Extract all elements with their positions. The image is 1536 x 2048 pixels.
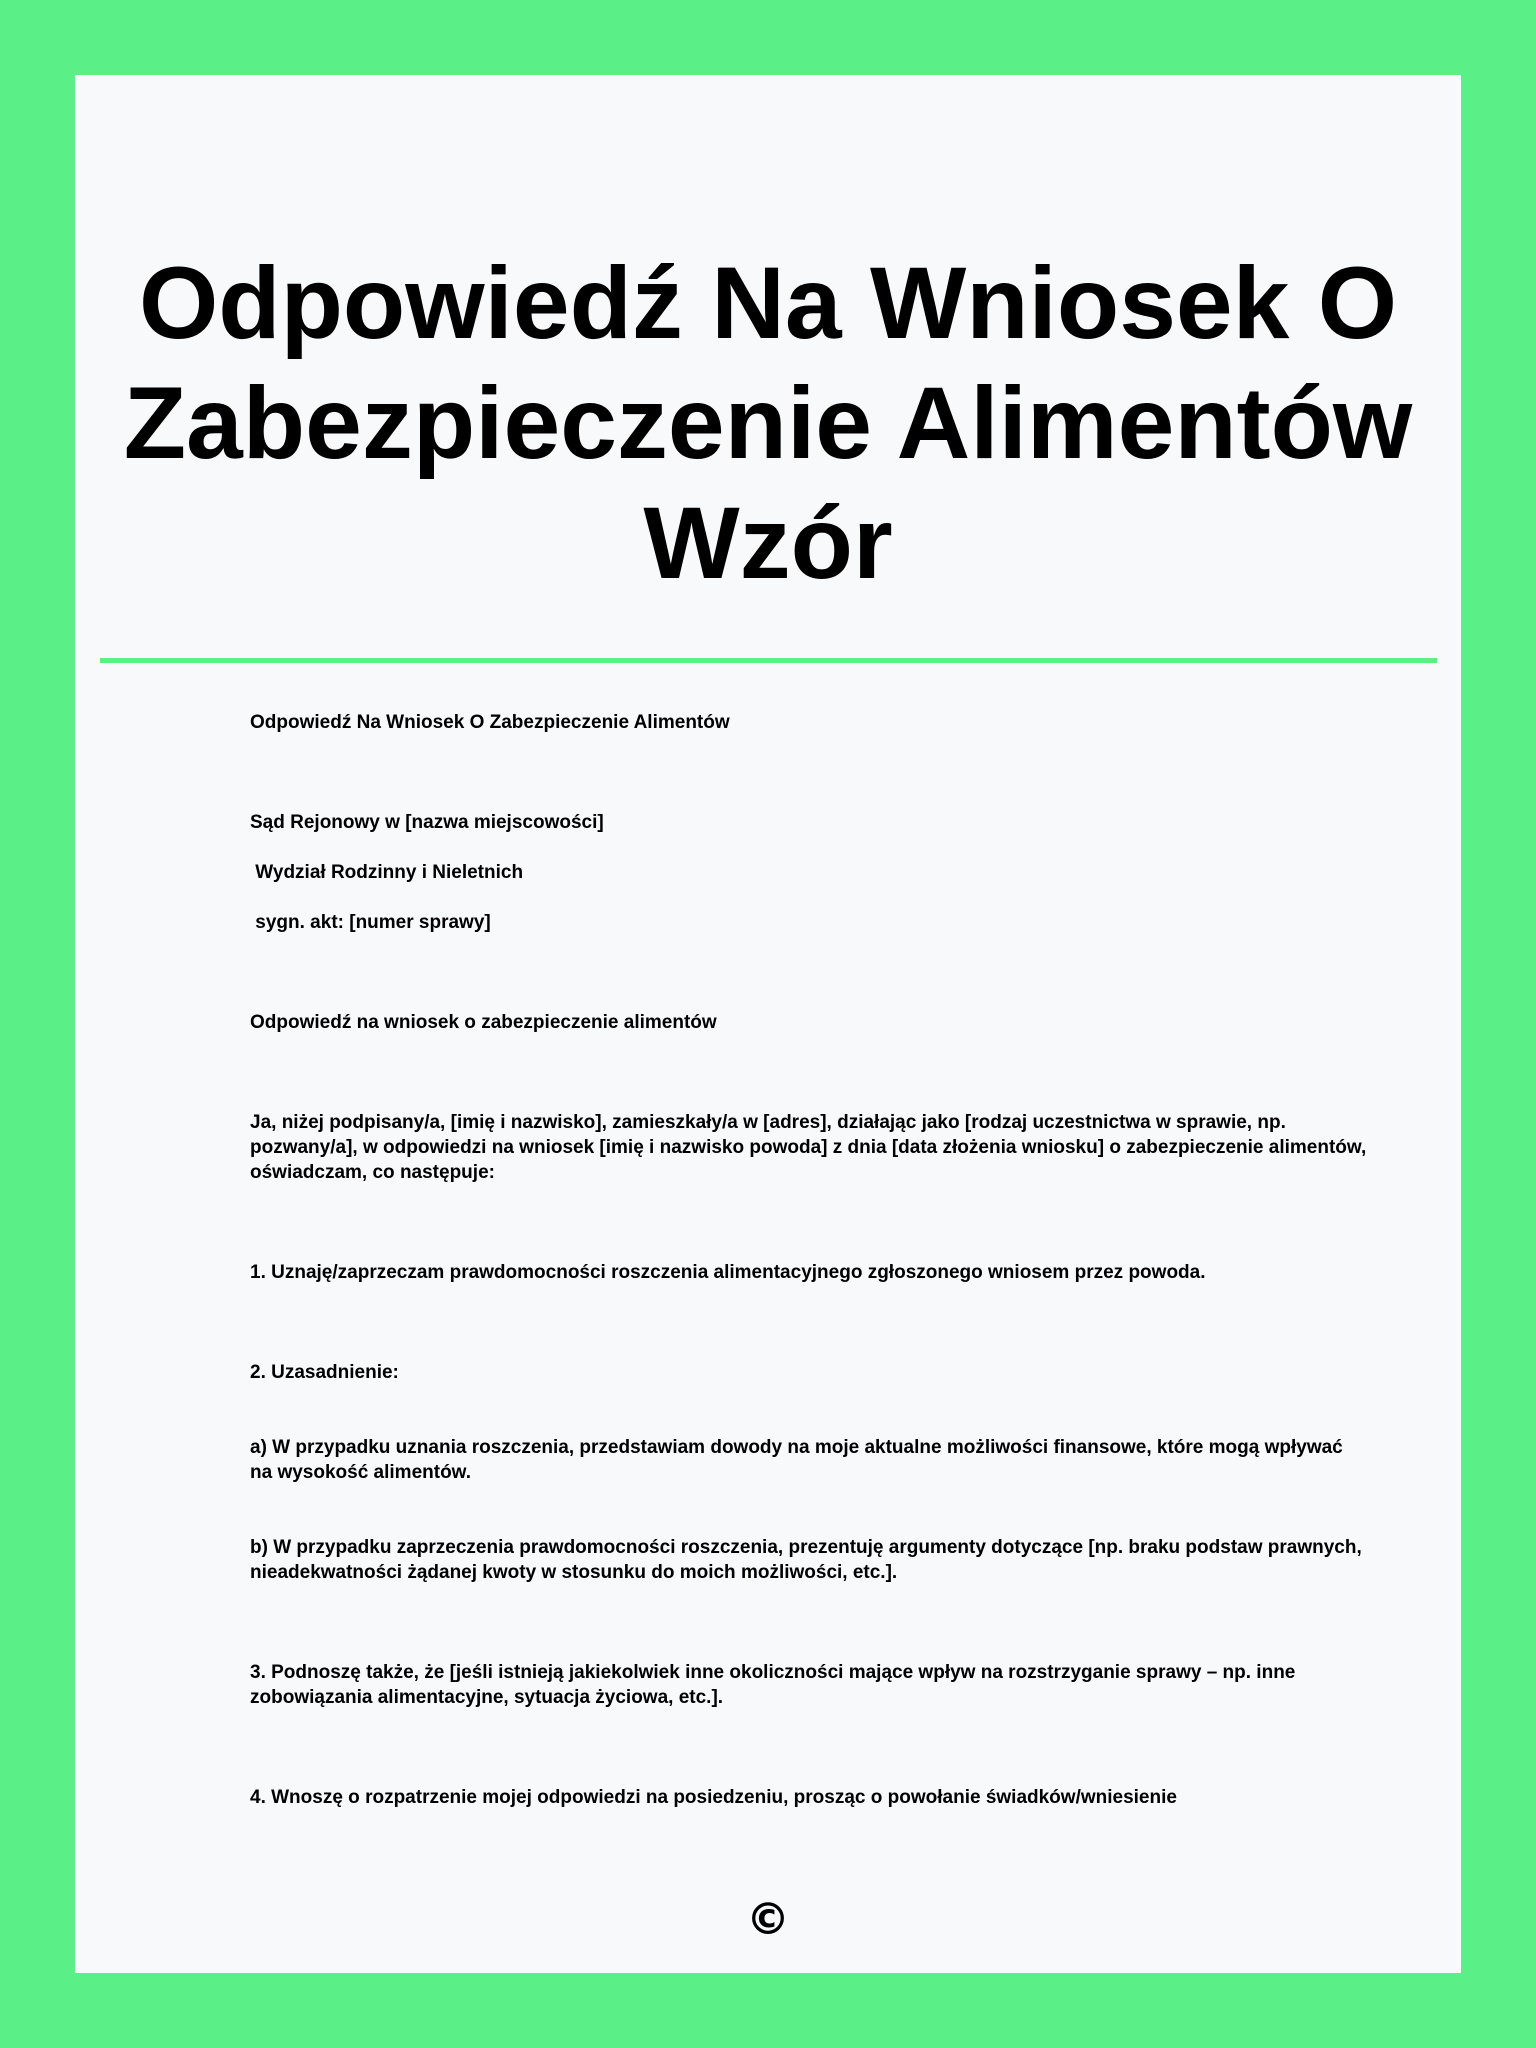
copyright-icon: © [746, 1894, 790, 1945]
point-1: 1. Uznaję/zaprzeczam prawdomocności roszczenia alimentacyjnego zgłoszonego wniosem przez powoda. [250, 1262, 1206, 1283]
point-2b: b) W przypadku zaprzeczenia prawdomocności roszczenia, prezentuję argumenty dotyczące [np. braku podstaw prawnych, nieadekwatności żądanej kwoty w stosunku do moich możliwości, etc.]. [250, 1537, 1368, 1583]
case-number: sygn. akt: [numer sprawy] [250, 912, 491, 933]
point-4: 4. Wnoszę o rozpatrzenie mojej odpowiedzi na posiedzeniu, prosząc o powołanie świadków/wniesienie [250, 1787, 1177, 1808]
court-department: Wydział Rodzinny i Nieletnich [250, 862, 524, 883]
response-subtitle: Odpowiedź na wniosek o zabezpieczenie alimentów [250, 1012, 717, 1033]
point-2a: a) W przypadku uznania roszczenia, przedstawiam dowody na moje aktualne możliwości finansowe, które mogą wpływać na wysokość alimentów. [250, 1437, 1349, 1483]
point-3: 3. Podnoszę także, że [jeśli istnieją jakiekolwiek inne okoliczności mające wpływ na rozstrzyganie sprawy – np. inne zobowiązania alimentacyjne, sytuacja życiowa, etc.]. [250, 1662, 1301, 1708]
court-name: Sąd Rejonowy w [nazwa miejscowości] [250, 812, 604, 833]
title-divider [100, 658, 1437, 663]
document-heading: Odpowiedź Na Wniosek O Zabezpieczenie Alimentów [250, 712, 730, 733]
point-2-heading: 2. Uzasadnienie: [250, 1362, 399, 1383]
page-title: Odpowiedź Na Wniosek O Zabezpieczenie Alimentów Wzór [123, 246, 1413, 600]
intro-paragraph: Ja, niżej podpisany/a, [imię i nazwisko], zamieszkały/a w [adres], działając jako [rodzaj uczestnictwa w sprawie, np. pozwany/a], w odpowiedzi na wniosek [imię i nazwisko powoda] z dnia [data złożenia wniosku] o zabezpieczenie alimentów, oświadczam, co następuje: [250, 1112, 1372, 1183]
document-page [75, 75, 1461, 1973]
